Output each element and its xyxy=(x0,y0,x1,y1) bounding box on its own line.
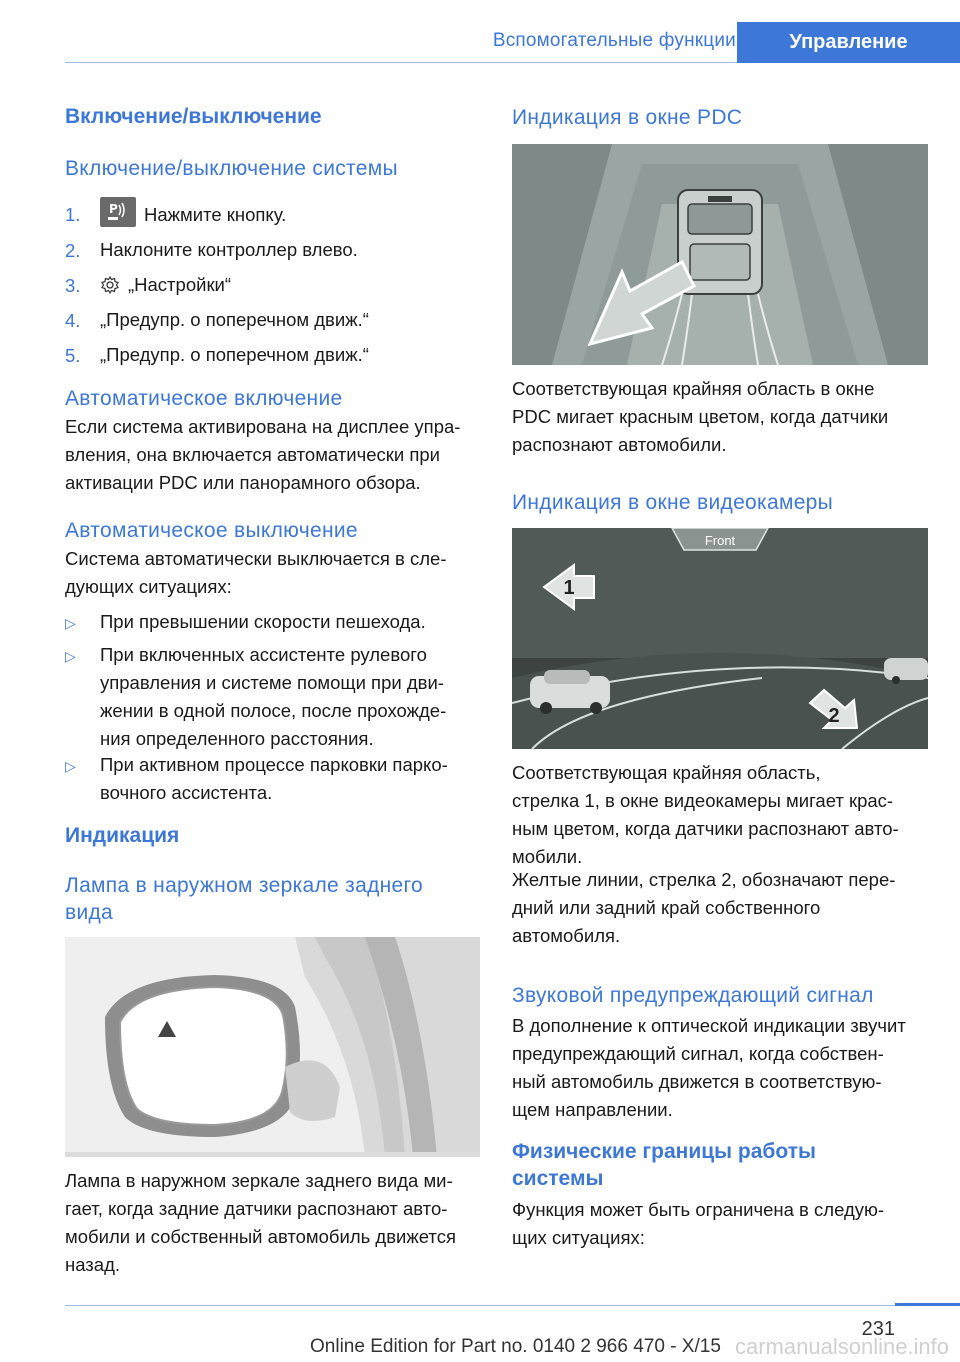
sound-line: предупреждающий сигнал, когда собствен- xyxy=(512,1043,884,1064)
heading-mirror: вида xyxy=(65,901,114,924)
heading-pdc: Индикация в окне PDC xyxy=(512,106,743,129)
heading-auto-on: Автоматическое включение xyxy=(65,387,343,410)
heading-mirror: Лампа в наружном зеркале заднего xyxy=(65,874,423,897)
arrow-1-label: 1 xyxy=(563,577,575,599)
step-item xyxy=(100,197,286,229)
heading-camera: Индикация в окне видеокамеры xyxy=(512,491,834,514)
front-label: Front xyxy=(704,533,736,548)
bullet-marker: ▷ xyxy=(65,758,76,774)
mirror-caption-line: Лампа в наружном зеркале заднего вида ми- xyxy=(65,1170,453,1191)
auto-off-line: Система автоматически выключается в сле- xyxy=(65,548,447,569)
heading-on-off: Включение/выключение xyxy=(65,105,322,128)
step-label: Наклоните контроллер влево. xyxy=(100,239,358,260)
sound-line: щем направлении. xyxy=(512,1099,673,1120)
camera-caption2-line: Желтые линии, стрелка 2, обозначают пере- xyxy=(512,869,896,890)
bullet-line: вочного ассистента. xyxy=(100,782,273,803)
footer-accent-bar xyxy=(895,1303,960,1306)
bullet-marker: ▷ xyxy=(65,648,76,664)
camera-caption2-line: автомобиля. xyxy=(512,925,621,946)
bullet-line: При активном процессе парковки парко- xyxy=(100,754,448,775)
section-title: Вспомогательные функции xyxy=(492,30,736,51)
auto-on-line: Если система активирована на дисплее упра- xyxy=(65,416,461,437)
heading-auto-off: Автоматическое выключение xyxy=(65,519,358,542)
sound-line: ный автомобиль движется в соответствую- xyxy=(512,1071,882,1092)
header-rule xyxy=(65,62,737,63)
heading-limits: системы xyxy=(512,1167,604,1190)
pdc-caption-line: распознают автомобили. xyxy=(512,434,727,455)
bullet-line: При включенных ассистенте рулевого xyxy=(100,644,427,665)
auto-on-line: вления, она включается автоматически при xyxy=(65,444,440,465)
heading-on-off-system: Включение/выключение системы xyxy=(65,157,398,180)
heading-sound: Звуковой предупреждающий сигнал xyxy=(512,984,874,1007)
bullet-marker: ▷ xyxy=(65,615,76,631)
watermark: carmanualsonline.info xyxy=(735,1334,950,1359)
camera-caption-line: ным цветом, когда датчики распознают авто- xyxy=(512,818,899,839)
mirror-caption-line: мобили и собственный автомобиль движется xyxy=(65,1226,456,1247)
step-label: „Предупр. о поперечном движ.“ xyxy=(100,309,369,330)
mirror-caption-line: гает, когда задние датчики распознают авто- xyxy=(65,1198,448,1219)
step-number: 1. xyxy=(65,204,81,225)
step-number: 2. xyxy=(65,240,81,261)
svg-text:P: P xyxy=(109,202,118,216)
pdc-display-image xyxy=(512,144,928,365)
camera-display-image xyxy=(512,528,928,749)
chapter-tab: Управление xyxy=(737,22,960,63)
step-number: 5. xyxy=(65,345,81,366)
edition-note: Online Edition for Part no. 0140 2 966 470 - X/15 xyxy=(310,1336,721,1357)
step-label: „Предупр. о поперечном движ.“ xyxy=(100,344,369,365)
arrow-2-label: 2 xyxy=(828,705,840,727)
pdc-button-icon xyxy=(100,197,136,227)
camera-caption-line: мобили. xyxy=(512,846,583,867)
heading-limits: Физические границы работы xyxy=(512,1140,816,1163)
page-number: 231 xyxy=(861,1318,895,1340)
step-number: 4. xyxy=(65,310,81,331)
step-label: „Настройки“ xyxy=(128,274,232,295)
limits-line: Функция может быть ограничена в следую- xyxy=(512,1199,885,1220)
bullet-line: При превышении скорости пешехода. xyxy=(100,611,426,632)
mirror-caption-line: назад. xyxy=(65,1254,121,1275)
gear-icon xyxy=(100,275,120,295)
camera-caption2-line: дний или задний край собственного xyxy=(512,897,821,918)
pdc-caption-line: Соответствующая крайняя область в окне xyxy=(512,378,875,399)
bullet-line: ния определенного расстояния. xyxy=(100,728,374,749)
auto-on-line: активации PDC или панорамного обзора. xyxy=(65,472,421,493)
bullet-line: жении в одной полосе, после прохожде- xyxy=(100,700,447,721)
pdc-caption-line: PDC мигает красным цветом, когда датчики xyxy=(512,406,889,427)
side-mirror-image xyxy=(65,937,480,1157)
limits-line: щих ситуациях: xyxy=(512,1227,645,1248)
sound-line: В дополнение к оптической индикации звучит xyxy=(512,1015,906,1036)
step-number: 3. xyxy=(65,275,81,296)
footer-rule xyxy=(65,1305,895,1306)
camera-caption-line: Соответствующая крайняя область, xyxy=(512,762,821,783)
auto-off-line: дующих ситуациях: xyxy=(65,576,232,597)
heading-indication: Индикация xyxy=(65,824,180,847)
step-label: Нажмите кнопку. xyxy=(144,204,287,225)
bullet-line: управления и системе помощи при дви- xyxy=(100,672,444,693)
camera-caption-line: стрелка 1, в окне видеокамеры мигает крас- xyxy=(512,790,894,811)
step-item xyxy=(100,271,231,299)
